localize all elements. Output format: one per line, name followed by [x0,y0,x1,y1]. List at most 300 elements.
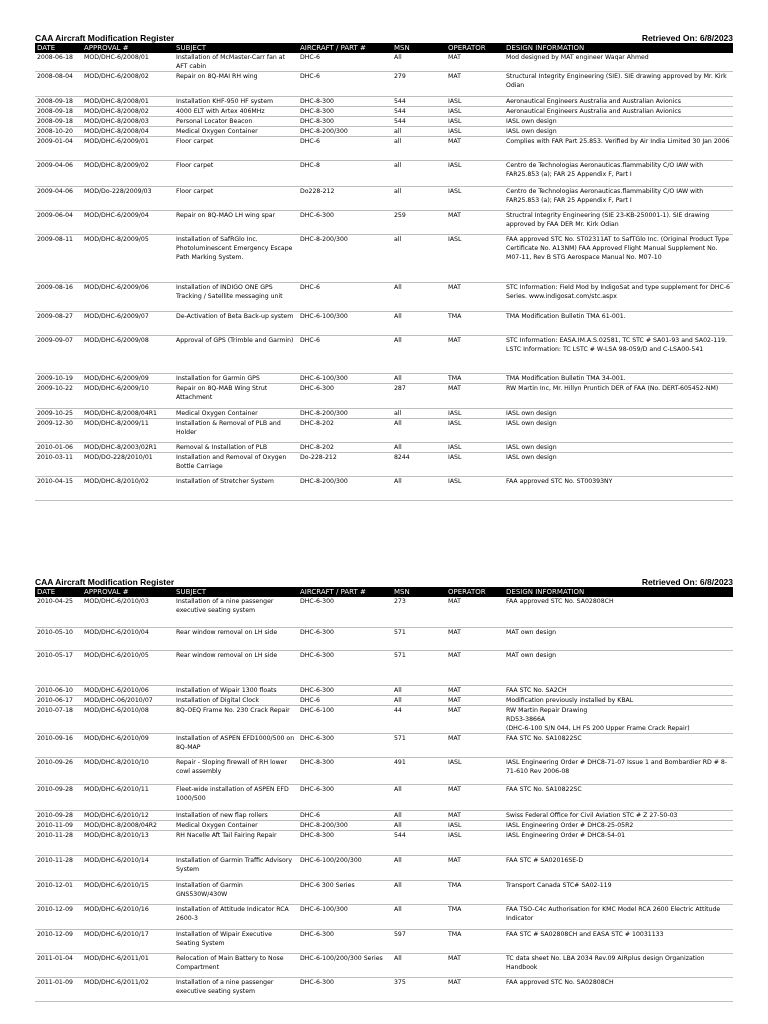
cell-operator: MAT [446,53,504,72]
cell-aircraft: DHC-8-202 [298,419,392,443]
cell-msn: All [392,810,446,820]
cell-operator: MAT [446,384,504,409]
cell-date: 2009-12-30 [35,419,82,443]
cell-aircraft: DHC-8-300 [298,117,392,127]
cell-subject: Installation and Removal of Oxygen Bottle Carriage [174,453,298,477]
cell-aircraft: DHC-8-300 [298,107,392,117]
cell-msn: 8244 [392,453,446,477]
cell-design-info: FAA STC No. SA10822SC [504,733,733,757]
cell-date: 2009-04-06 [35,187,82,211]
column-header: MSN [392,587,446,597]
retrieved-date: Retrieved On: 6/8/2023 [641,33,733,43]
cell-date: 2010-07-18 [35,705,82,733]
cell-design-info: Swiss Federal Office for Civil Aviation STC # Z 27-50-03 [504,810,733,820]
cell-design-info: FAA approved STC No. SA02808CH [504,597,733,627]
table-row [35,117,733,127]
table-row [35,453,733,477]
cell-msn: 571 [392,650,446,685]
cell-approval: MOD/DHC-6/2010/17 [82,929,174,953]
cell-date: 2009-06-04 [35,211,82,235]
modification-table [35,587,733,1002]
cell-date: 2010-12-09 [35,904,82,929]
cell-operator: MAT [446,977,504,1001]
cell-msn: All [392,820,446,830]
cell-aircraft: DHC-8-200/300 [298,235,392,283]
cell-subject: Installation of a nine passenger executive seating system [174,977,298,1001]
cell-approval: MOD/DHC-6/2009/04 [82,211,174,235]
cell-subject: Rear window removal on LH side [174,627,298,650]
cell-aircraft: DHC-8-200/300 [298,409,392,419]
table-row [35,419,733,443]
table-row [35,336,733,374]
cell-design-info: MAT own design [504,650,733,685]
cell-aircraft: DHC-6-100/200/300 Series [298,953,392,977]
cell-design-info: IASL own design [504,443,733,453]
cell-operator: MAT [446,733,504,757]
cell-subject: Installation of new flap rollers [174,810,298,820]
table-row [35,904,733,929]
cell-date: 2009-10-25 [35,409,82,419]
table-row [35,695,733,705]
cell-approval: MOD/DHC-8/2008/04R1 [82,409,174,419]
cell-approval: MOD/DHC-8/2009/02 [82,161,174,187]
table-row [35,597,733,627]
cell-msn: All [392,953,446,977]
cell-design-info: IASL own design [504,419,733,443]
cell-subject: Medical Oxygen Container [174,409,298,419]
cell-subject: Installation of Digital Clock [174,695,298,705]
cell-subject: Floor carpet [174,137,298,161]
cell-msn: All [392,419,446,443]
cell-msn: 571 [392,627,446,650]
cell-msn: all [392,127,446,137]
cell-approval: MOD/DHC-6/2010/12 [82,810,174,820]
cell-operator: IASL [446,443,504,453]
cell-msn: All [392,880,446,904]
cell-design-info: Aeronautical Engineers Australia and Australian Avionics [504,107,733,117]
cell-date: 2008-09-18 [35,117,82,127]
cell-operator: IASL [446,477,504,501]
cell-date: 2010-04-15 [35,477,82,501]
cell-aircraft: DHC-8-200/300 [298,820,392,830]
cell-msn: all [392,235,446,283]
cell-aircraft: DHC-6 [298,72,392,97]
cell-approval: MOD/DHC-8/2008/02 [82,107,174,117]
cell-date: 2010-05-10 [35,627,82,650]
cell-msn: 259 [392,211,446,235]
cell-subject: Approval of GPS (Trimble and Garmin) [174,336,298,374]
cell-msn: 375 [392,977,446,1001]
cell-design-info: Structural Integrity Engineering (SIE). SIE drawing approved by Mr. Kirk Odian [504,72,733,97]
cell-msn: All [392,336,446,374]
cell-aircraft: DHC-6-300 [298,733,392,757]
retrieved-date: Retrieved On: 6/8/2023 [641,577,733,587]
cell-aircraft: DHC-6-100/300 [298,374,392,384]
cell-msn: all [392,409,446,419]
cell-approval: MOD/DHC-6/2009/07 [82,312,174,336]
cell-subject: Repair on 8Q-MAO LH wing spar [174,211,298,235]
cell-date: 2010-12-01 [35,880,82,904]
cell-subject: Medical Oxygen Container [174,820,298,830]
cell-date: 2010-09-26 [35,757,82,784]
cell-msn: 279 [392,72,446,97]
column-header: MSN [392,43,446,53]
cell-aircraft: DHC-8-200/300 [298,477,392,501]
cell-subject: Floor carpet [174,161,298,187]
cell-operator: MAT [446,283,504,312]
cell-date: 2011-01-09 [35,977,82,1001]
cell-msn: All [392,53,446,72]
table-row [35,650,733,685]
cell-operator: IASL [446,419,504,443]
cell-approval: MOD/DHC-6/2009/10 [82,384,174,409]
cell-aircraft: DHC-6-100/200/300 [298,855,392,880]
cell-design-info: RW Martin Inc, Mr. Hillyn Pruntich DER of FAA (No. DERT-605452-NM) [504,384,733,409]
cell-design-info: FAA approved STC No. SA02808CH [504,977,733,1001]
cell-subject: Repair on 8Q-MAI RH wing [174,72,298,97]
cell-operator: IASL [446,820,504,830]
cell-msn: 44 [392,705,446,733]
table-row [35,312,733,336]
cell-design-info: STC Information: Field Mod by IndigoSat and type supplement for DHC-6 Series. www.indigosat.com/stc.aspx [504,283,733,312]
cell-approval: MOD/DHC-6/2010/16 [82,904,174,929]
table-row [35,810,733,820]
cell-subject: Personal Locator Beacon [174,117,298,127]
cell-design-info: Aeronautical Engineers Australia and Australian Avionics [504,97,733,107]
cell-operator: MAT [446,855,504,880]
cell-approval: MOD/DHC-8/2009/05 [82,235,174,283]
cell-msn: All [392,477,446,501]
cell-approval: MOD/DHC-8/2010/13 [82,830,174,855]
cell-aircraft: DHC-6-300 [298,685,392,695]
cell-operator: MAT [446,650,504,685]
cell-aircraft: DHC-6 [298,336,392,374]
cell-msn: All [392,695,446,705]
cell-aircraft: DHC-6 300 Series [298,880,392,904]
column-header: APPROVAL # [82,43,174,53]
cell-msn: 544 [392,830,446,855]
cell-design-info: MAT own design [504,627,733,650]
cell-date: 2009-08-16 [35,283,82,312]
cell-aircraft: DHC-6-300 [298,977,392,1001]
cell-date: 2008-09-18 [35,107,82,117]
table-row [35,53,733,72]
cell-subject: 8Q-OEQ Frame No. 230 Crack Repair [174,705,298,733]
register-page-1 [35,30,733,501]
cell-aircraft: DHC-8 [298,161,392,187]
cell-approval: MOD/DHC-6/2009/08 [82,336,174,374]
register-title: CAA Aircraft Modification Register [35,577,175,587]
cell-subject: Relocation of Main Battery to Nose Compartment [174,953,298,977]
modification-table [35,43,733,501]
cell-msn: All [392,784,446,810]
column-header: OPERATOR [446,43,504,53]
page-header [35,574,733,587]
cell-subject: Fleet-wide installation of ASPEN EFD 1000/500 [174,784,298,810]
cell-msn: All [392,904,446,929]
cell-subject: Installation of Garmin GNS530W/430W [174,880,298,904]
cell-msn: all [392,161,446,187]
cell-date: 2010-06-10 [35,685,82,695]
cell-subject: Installation for Garmin GPS [174,374,298,384]
cell-operator: IASL [446,107,504,117]
cell-design-info: IASL Engineering Order # DHC8-54-01 [504,830,733,855]
cell-subject: 4000 ELT with Artex 406MHz [174,107,298,117]
cell-msn: All [392,855,446,880]
cell-subject: Installation of ASPEN EFD1000/500 on 8Q-MAP [174,733,298,757]
cell-subject: Removal & Installation of PLB [174,443,298,453]
cell-aircraft: DHC-6-100/300 [298,312,392,336]
table-row [35,820,733,830]
cell-date: 2010-11-09 [35,820,82,830]
cell-approval: MOD/DHC-6/2010/05 [82,650,174,685]
table-row [35,880,733,904]
table-header-row [35,587,733,597]
cell-date: 2008-06-18 [35,53,82,72]
cell-operator: TMA [446,312,504,336]
cell-aircraft: DHC-6-300 [298,597,392,627]
cell-approval: MOD/DHC-06/2010/07 [82,695,174,705]
table-row [35,211,733,235]
cell-aircraft: DHC-8-202 [298,443,392,453]
cell-operator: IASL [446,830,504,855]
table-row [35,187,733,211]
cell-approval: MOD/DHC-6/2011/01 [82,953,174,977]
cell-msn: all [392,137,446,161]
cell-operator: TMA [446,374,504,384]
cell-approval: MOD/DHC-6/2009/09 [82,374,174,384]
cell-msn: 544 [392,117,446,127]
table-row [35,757,733,784]
cell-subject: Installation of McMaster-Carr fan at AFT cabin [174,53,298,72]
table-row [35,235,733,283]
table-row [35,953,733,977]
cell-operator: MAT [446,810,504,820]
table-row [35,929,733,953]
cell-subject: Installation & Removal of PLB and Holder [174,419,298,443]
cell-aircraft: DHC-6-300 [298,211,392,235]
cell-operator: IASL [446,127,504,137]
cell-operator: TMA [446,880,504,904]
cell-design-info: STC Information: EASA.IM.A.S.02581, TC STC # SA01-93 and SA02-119. LSTC Information: TC LSTC # W-LSA 98-059/D and C-LSA00-541 [504,336,733,374]
cell-date: 2009-04-06 [35,161,82,187]
page-header [35,30,733,43]
cell-aircraft: DHC-8-300 [298,830,392,855]
cell-msn: 544 [392,97,446,107]
cell-operator: MAT [446,627,504,650]
cell-subject: Installation of Attitude Indicator RCA 2600-3 [174,904,298,929]
cell-msn: All [392,374,446,384]
cell-approval: MOD/DHC-8/2010/10 [82,757,174,784]
cell-date: 2010-03-11 [35,453,82,477]
cell-design-info: Structral Integrity Engineering (SIE 23-KB-250001-1). SIE drawing approved by FAA DER Mr. Kirk Odian [504,211,733,235]
table-row [35,627,733,650]
cell-date: 2010-12-09 [35,929,82,953]
cell-operator: MAT [446,211,504,235]
cell-operator: MAT [446,705,504,733]
cell-date: 2009-08-27 [35,312,82,336]
cell-design-info: IASL own design [504,117,733,127]
cell-msn: 273 [392,597,446,627]
cell-design-info: FAA STC No. SA2CH [504,685,733,695]
column-header: SUBJECT [174,43,298,53]
cell-date: 2010-09-28 [35,784,82,810]
cell-design-info: FAA TSO-C4c Authorisation for KMC Model RCA 2600 Electric Attitude Indicator [504,904,733,929]
cell-subject: De-Activation of Beta Back-up system [174,312,298,336]
cell-subject: Installation of INDIGO ONE GPS Tracking / Satellite messaging unit [174,283,298,312]
column-header: AIRCRAFT / PART # [298,43,392,53]
table-row [35,137,733,161]
cell-design-info: IASL Engineering Order # DHC8-71-07 Issue 1 and Bombardier RD # 8-71-610 Rev 2006-08 [504,757,733,784]
column-header: DESIGN INFORMATION [504,43,733,53]
cell-approval: MOD/DHC-6/2010/04 [82,627,174,650]
cell-design-info: TMA Modification Bulletin TMA 34-001. [504,374,733,384]
cell-operator: TMA [446,904,504,929]
cell-operator: MAT [446,137,504,161]
table-row [35,443,733,453]
table-row [35,733,733,757]
cell-subject: Installation of Wipair Executive Seating System [174,929,298,953]
cell-approval: MOD/DHC-6/2010/14 [82,855,174,880]
cell-design-info: FAA STC # SA02016SE-D [504,855,733,880]
cell-msn: 287 [392,384,446,409]
column-header: DATE [35,587,82,597]
cell-approval: MOD/DHC-8/2008/04R2 [82,820,174,830]
cell-msn: All [392,685,446,695]
cell-subject: Installation of SafRGlo Inc. Photoluminescent Emergency Escape Path Marking System. [174,235,298,283]
register-page-2 [35,574,733,1002]
cell-subject: Installation KHF-950 HF system [174,97,298,107]
cell-approval: MOD/DHC-8/2003/02R1 [82,443,174,453]
cell-aircraft: DHC-6-300 [298,784,392,810]
cell-aircraft: DHC-6-300 [298,627,392,650]
table-header-row [35,43,733,53]
cell-aircraft: DHC-6-100/300 [298,904,392,929]
cell-msn: 544 [392,107,446,117]
cell-design-info: Complies with FAR Part 25.853. Verified by Air India Limited 30 Jan 2006 [504,137,733,161]
cell-approval: MOD/Do-228/2009/03 [82,187,174,211]
cell-subject: Rear window removal on LH side [174,650,298,685]
column-header: DESIGN INFORMATION [504,587,733,597]
cell-operator: IASL [446,235,504,283]
cell-date: 2011-01-04 [35,953,82,977]
cell-date: 2009-10-19 [35,374,82,384]
column-header: AIRCRAFT / PART # [298,587,392,597]
cell-operator: IASL [446,409,504,419]
cell-aircraft: DHC-6 [298,283,392,312]
cell-approval: MOD/DHC-6/2010/15 [82,880,174,904]
cell-aircraft: DHC-6-100 [298,705,392,733]
cell-subject: Repair - Sloping firewall of RH lower cowl assembly [174,757,298,784]
cell-approval: MOD/DHC-6/2010/09 [82,733,174,757]
cell-operator: MAT [446,72,504,97]
cell-approval: MOD/DHC-8/2010/02 [82,477,174,501]
cell-msn: 571 [392,733,446,757]
cell-design-info: FAA approved STC No. ST00393NY [504,477,733,501]
cell-subject: Medical Oxygen Container [174,127,298,137]
cell-operator: TMA [446,929,504,953]
cell-approval: MOD/DHC-6/2008/02 [82,72,174,97]
cell-date: 2009-09-07 [35,336,82,374]
cell-aircraft: DHC-8-300 [298,757,392,784]
table-row [35,97,733,107]
cell-date: 2010-01-06 [35,443,82,453]
cell-design-info: Transport Canada STC# SA02-119 [504,880,733,904]
table-row [35,784,733,810]
cell-approval: MOD/DHC-6/2009/06 [82,283,174,312]
cell-aircraft: DHC-6-300 [298,929,392,953]
cell-subject: Installation of a nine passenger executive seating system [174,597,298,627]
cell-approval: MOD/DHC-6/2010/06 [82,685,174,695]
cell-design-info: IASL own design [504,409,733,419]
cell-operator: MAT [446,695,504,705]
column-header: SUBJECT [174,587,298,597]
cell-date: 2009-10-22 [35,384,82,409]
cell-aircraft: Do-228-212 [298,453,392,477]
register-title: CAA Aircraft Modification Register [35,33,175,43]
cell-approval: MOD/DHC-8/2008/03 [82,117,174,127]
table-row [35,107,733,117]
cell-operator: MAT [446,784,504,810]
cell-design-info: Centro de Technologias Aeronauticas.flammability C/O IAW with FAR25.853 (a); FAR 25 Appendix F, Part I [504,161,733,187]
cell-aircraft: DHC-6 [298,695,392,705]
table-row [35,705,733,733]
cell-msn: all [392,187,446,211]
cell-subject: Installation of Stretcher System [174,477,298,501]
cell-design-info: RW Martin Repair Drawing RD53-3866A (DHC-6-100 S/N 044, LH FS 200 Upper Frame Crack Repair) [504,705,733,733]
cell-aircraft: DHC-6 [298,810,392,820]
cell-date: 2010-11-28 [35,830,82,855]
cell-date: 2010-09-16 [35,733,82,757]
cell-msn: 491 [392,757,446,784]
cell-aircraft: DHC-8-200/300 [298,127,392,137]
cell-aircraft: Do228-212 [298,187,392,211]
cell-approval: MOD/DHC-8/2008/04 [82,127,174,137]
cell-operator: MAT [446,953,504,977]
cell-date: 2009-08-11 [35,235,82,283]
cell-approval: MOD/DHC-6/2010/11 [82,784,174,810]
cell-approval: MOD/DO-228/2010/01 [82,453,174,477]
cell-approval: MOD/DHC-6/2008/01 [82,53,174,72]
cell-aircraft: DHC-8-300 [298,97,392,107]
cell-date: 2008-09-18 [35,97,82,107]
cell-aircraft: DHC-6 [298,53,392,72]
cell-operator: MAT [446,336,504,374]
cell-design-info: FAA STC # SA02808CH and EASA STC # 10031133 [504,929,733,953]
table-row [35,384,733,409]
cell-design-info: Centro de Technologias Aeronauticas.flammability C/O IAW with FAR25.853 (a); FAR 25 Appendix F, Part I [504,187,733,211]
table-row [35,409,733,419]
cell-date: 2009-01-04 [35,137,82,161]
cell-msn: 597 [392,929,446,953]
cell-design-info: IASL own design [504,453,733,477]
cell-aircraft: DHC-6-300 [298,650,392,685]
table-row [35,161,733,187]
cell-msn: All [392,283,446,312]
cell-date: 2010-11-28 [35,855,82,880]
table-row [35,283,733,312]
table-row [35,374,733,384]
cell-aircraft: DHC-6 [298,137,392,161]
cell-operator: IASL [446,117,504,127]
cell-operator: IASL [446,453,504,477]
cell-date: 2010-09-28 [35,810,82,820]
cell-subject: Repair on 8Q-MAB Wing Strut Attachment [174,384,298,409]
cell-operator: IASL [446,187,504,211]
column-header: APPROVAL # [82,587,174,597]
cell-subject: Installation of Garmin Traffic Advisory System [174,855,298,880]
table-row [35,855,733,880]
